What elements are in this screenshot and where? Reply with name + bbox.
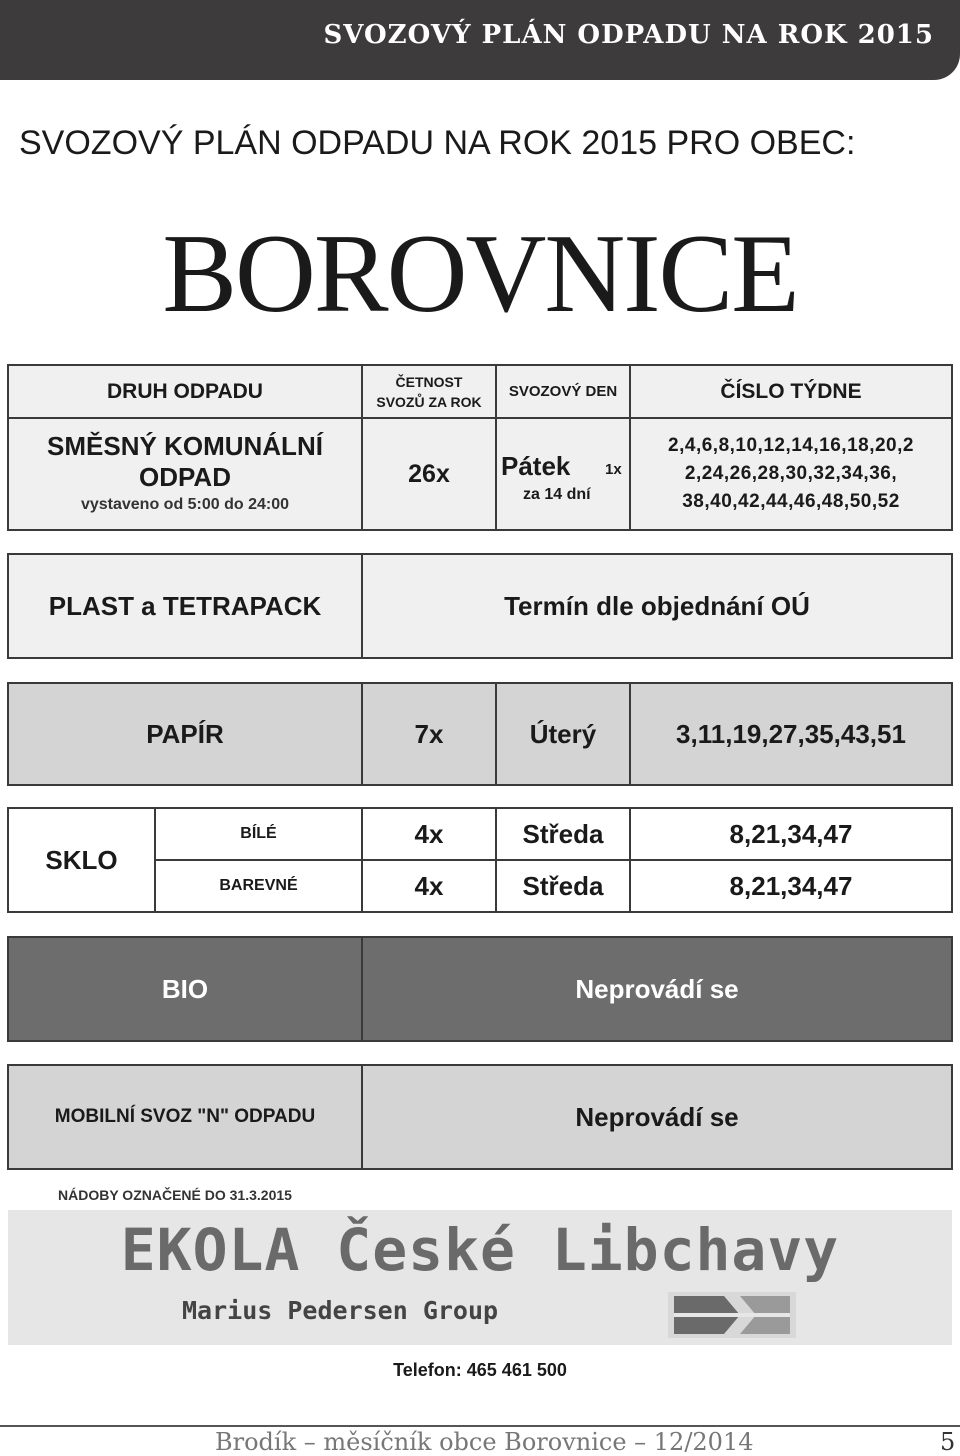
glass-white-day: Středa — [495, 807, 631, 861]
glass-colored-label: BAREVNÉ — [154, 859, 363, 913]
mixed-waste-note: vystaveno od 5:00 do 24:00 — [80, 496, 290, 513]
mobile-status: Neprovádí se — [361, 1064, 953, 1170]
header-frequency — [361, 364, 497, 419]
company-logo — [8, 1210, 952, 1345]
mixed-waste-weeks-line1: 2,4,6,8,10,12,14,16,18,20,2 — [668, 435, 914, 456]
glass-white-label: BÍLÉ — [154, 807, 363, 861]
containers-note: NÁDOBY OZNAČENÉ DO 31.3.2015 — [58, 1187, 292, 1203]
mixed-waste-weeks-line3: 38,40,42,44,46,48,50,52 — [682, 491, 900, 512]
plastic-type: PLAST a TETRAPACK — [7, 553, 363, 659]
paper-frequency: 7x — [361, 682, 497, 786]
plastic-term: Termín dle objednání OÚ — [361, 553, 953, 659]
header-frequency-line2: SVOZŮ ZA ROK — [376, 393, 482, 410]
header-type: DRUH ODPADU — [7, 364, 363, 419]
page-number: 5 — [940, 1428, 956, 1456]
mixed-waste-type — [7, 417, 363, 531]
company-name: EKOLA České Libchavy — [120, 1216, 840, 1284]
mobile-type: MOBILNÍ SVOZ "N" ODPADU — [7, 1064, 363, 1170]
mixed-waste-day-note: za 14 dní — [523, 486, 591, 503]
glass-type: SKLO — [7, 807, 156, 913]
company-logo-emblem-icon — [668, 1292, 796, 1338]
glass-colored-weeks: 8,21,34,47 — [629, 859, 953, 913]
phone-number: Telefon: 465 461 500 — [393, 1360, 567, 1380]
glass-colored-day: Středa — [495, 859, 631, 913]
header-title: SVOZOVÝ PLÁN ODPADU NA ROK 2015 — [323, 20, 934, 50]
footer-divider — [0, 1425, 960, 1427]
mixed-waste-day-count: 1x — [605, 461, 622, 478]
mixed-waste-name-line2: ODPAD — [139, 462, 231, 492]
paper-weeks: 3,11,19,27,35,43,51 — [629, 682, 953, 786]
glass-white-frequency: 4x — [361, 807, 497, 861]
paper-day: Úterý — [495, 682, 631, 786]
mixed-waste-day-name: Pátek — [501, 451, 571, 481]
paper-type: PAPÍR — [7, 682, 363, 786]
header-frequency-line1: ČETNOST — [395, 373, 463, 390]
main-title: SVOZOVÝ PLÁN ODPADU NA ROK 2015 PRO OBEC: — [19, 124, 856, 162]
bio-status: Neprovádí se — [361, 936, 953, 1042]
footer-publication: Brodík – měsíčník obce Borovnice – 12/2014 — [215, 1428, 754, 1456]
bio-type: BIO — [7, 936, 363, 1042]
header-weeks: ČÍSLO TÝDNE — [629, 364, 953, 419]
glass-white-weeks: 8,21,34,47 — [629, 807, 953, 861]
mixed-waste-weeks-line2: 2,24,26,28,30,32,34,36, — [684, 463, 898, 484]
mixed-waste-name-line1: SMĚSNÝ KOMUNÁLNÍ — [47, 431, 323, 461]
mixed-waste-day — [495, 417, 631, 531]
header-day: SVOZOVÝ DEN — [495, 364, 631, 419]
mixed-waste-weeks — [629, 417, 953, 531]
glass-colored-frequency: 4x — [361, 859, 497, 913]
village-name: BOROVNICE — [162, 212, 798, 336]
company-group: Marius Pedersen Group — [182, 1296, 499, 1325]
mixed-waste-frequency: 26x — [361, 417, 497, 531]
